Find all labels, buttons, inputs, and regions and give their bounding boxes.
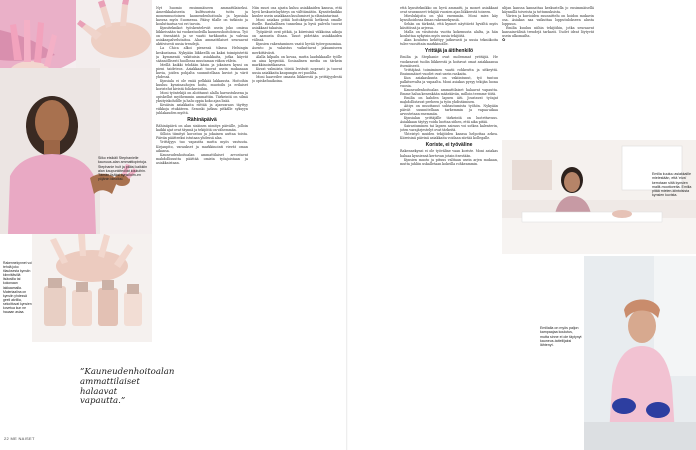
paragraph: Rähinäpäivä on alan sisäinen nimitys päivälle, jolloin kaikki ajat ovat täynnä ja tekijöitä on vähemmän. bbox=[156, 124, 248, 133]
paragraph: Mieslukijoita on yhä enemmän. Moni mies käy kynsihoidossa ilman rakennekynsiä. bbox=[400, 14, 498, 23]
paragraph: Kynsien rakentaminen vaatii hyvää työergonomiaa. Asento ja valaistus vaikuttavat jaksamiseen merkittävästi. bbox=[252, 42, 342, 55]
paragraph: Malla on viisitoista vuotta kokemusta alalta, ja hän kouluttaa nykyisin myös uusia tekijöitä. bbox=[400, 30, 498, 39]
paragraph: La Chica alkoi pienessä tilassa Helsingin keskustassa. Nykyään liikkeellä on kaksi toimipistettä ja kymmeniä vakituisia asiakkaita, jotka käyvät säännöllisesti huollossa muutaman viikon välein. bbox=[156, 46, 248, 63]
caption-bottles: Rakennekynnet voi tehdä joko tilauksesta kynsiin kiinnittävillä lisäosilla tai kokonaan lakkaamalla. Materiaalina on kynsiin yhdessä geeli akrillia, sekoittuvat kynsien kovetua kun ne hauaan asiaa. bbox=[3, 261, 32, 315]
paragraph: Sairastuminen tai lapsen sairaus voi sotkea kalenterin, joten varajärjestelyt ovat tärkeitä. bbox=[400, 124, 498, 133]
paragraph: Silloin tiimityö korostuu ja jokainen auttaa toista. Päivän päätteeksi istutaan yhdessä alas. bbox=[156, 132, 248, 141]
paragraph: Sehän on tärkeää, että kynnet näyttävät hyvältä myös käsitöissä ja arjessa. bbox=[400, 22, 498, 31]
star-icon: ✿ bbox=[502, 37, 506, 43]
paragraph: Kesäisin asiakkaita riittää ja ajanvaraus täyttyy viikkoja etukäteen. Sesonki jatkuu pitkälle syksyyn juhlakauden myötä. bbox=[156, 103, 248, 116]
photo-hand-closeup bbox=[76, 0, 152, 68]
pull-quote: ”Kauneudenhoitoalan ammattilaiset halaavat vapautta.” bbox=[80, 367, 175, 407]
bottles-illustration bbox=[32, 234, 152, 342]
subheading-rahinapaiva: Rähinäpäivä bbox=[187, 117, 217, 124]
paragraph: Kauneudenhoitoalan ammattilaiset halaavat vapautta. Emme halua kenenkään määräävän, milloin teemme töitä. bbox=[400, 87, 498, 96]
left-column-3 bbox=[252, 6, 342, 446]
paragraph: Kuvat valmiista töistä leviävät nopeasti ja tuovat uusia asiakkaita kaupungin eri puolilta. bbox=[252, 66, 342, 75]
photo-gloves bbox=[584, 256, 696, 450]
paragraph: Yhteistyö muiden tekijöiden kanssa helpottaa arkea. Kiireisinä päivinä asiakkaita voidaan siirtää kollegalle. bbox=[400, 132, 498, 141]
paragraph: Alan koulutus kehittyy jatkuvasti ja uusia tekniikoita tulee vuosittain markkinoille. bbox=[400, 38, 498, 47]
paragraph: Työpäivät ovat pitkiä, ja kiireisinä viikkoina aikoja on aamusta iltaan. Tauot pidetään asiakkaiden välissä. bbox=[252, 30, 342, 43]
caption-emilia-1: Emilia kuuluu asiakkaille mielestään, että 'eiva' kerrotaan siitä kynsien mallit-moottoreita. Emilia pitää mielen-kiintoisista kynsien kuvista. bbox=[652, 172, 692, 198]
paragraph: Kynsialan yrittäjälle tärkeintä on luotettavuus. Asiakkaan täytyy voida luottaa siihen, että aika pitää. bbox=[400, 116, 498, 125]
paragraph: Alalla kilpailu on kovaa, mutta laadukkaalle työlle on aina kysyntää. Sosiaalinen media on tärkein markkinointikanava. bbox=[252, 54, 342, 67]
paragraph: Moni asiakas pitää hoitokäyntiä hetkenä omalle itselle. Rauhallinen tunnelma ja hyvä palvelu tuovat asiakkaat takaisin. bbox=[252, 18, 342, 31]
photo-hand-bottles bbox=[32, 234, 152, 342]
woman-illustration bbox=[0, 68, 152, 234]
paragraph: Kynsiteknikot työskentelevät usein joko omissa liikkeissään tai vuokratuoleilla kauneushoitoloissa. Työ on itsenäistä ja se vaatii tarkkuutta ja vahvaa asiakaspalvelutaitoa. Alan ammattilaiset seuraavat aktiivisesti uusia trendejä. bbox=[156, 26, 248, 47]
right-page bbox=[348, 0, 696, 450]
paragraph: Meillä kaikki tehdään käsin ja jokainen kynsi on pieni taideteos. Asiakkaat tuovat usein mukanaan kuvia, joiden pohjalta suunnitellaan kuviot ja värit yhdessä. bbox=[156, 62, 248, 79]
paragraph: Kynsiala ei ole enää pelkkää lakkausta. Hoitoihin kuuluu kynsinauhojen hoito, muotoilu ja erilaiset koristelut kivistä foliokuvioihin. bbox=[156, 78, 248, 91]
subheading-koriste: Koriste, ei työväline bbox=[425, 142, 473, 149]
gloves-illustration bbox=[584, 256, 696, 450]
hand-illustration bbox=[76, 0, 152, 68]
left-column-2 bbox=[156, 6, 248, 446]
caption-emilia-2: Emilialla on myös paljon kampaajaa koulutus, mutta sinne ei ole täytynyt kauneus-taiteilijaksi lähtenyt. bbox=[540, 326, 582, 348]
paragraph: Kauneudenhoitoalan ammattilaiset arvostavat mahdollisuutta päättää omista työajoistaan ja asiakkaistaan. bbox=[156, 152, 248, 165]
paragraph: Värien ja kuvioiden suunnittelu on hoidon mukavin osa. Asiakas saa vaikuttaa lopputulokseen alusta loppuun. bbox=[502, 14, 594, 27]
paragraph: Moni haaveilee omasta liikkeestä ja yrittäjyydestä jo opiskeluaikoina. bbox=[252, 74, 342, 83]
paragraph: Yrittäjänä toimiminen vaatii rohkeutta ja sitkeyttä. Ensimmäiset vuodet ovat usein raskaita. bbox=[400, 67, 498, 76]
paragraph: Emilia on kahden lapsen äiti. Joustavat työajat mahdollistavat perheen ja työn yhdistämisen. bbox=[400, 95, 498, 104]
paragraph: Rakennekynsi ei ole työväline vaan koriste. Moni asiakas haluaa kynsiensä kertovan jotain itsestään. bbox=[400, 149, 498, 158]
right-column-1 bbox=[400, 6, 498, 446]
right-column-2 bbox=[502, 6, 594, 136]
right-column-2-lower bbox=[502, 258, 538, 318]
paragraph: Kun asiakaskunta on vakiintunut, työ tuntuu palkitsevalta ja vapaalta. Moni asiakas pysyy tekijän luona vuosia. bbox=[400, 75, 498, 88]
paragraph: Moni työntekijä on aloittanut alalla harrastuksena ja opiskellut myöhemmin ammattiin. Tärkeintä on silmä yksityiskohdille ja halu oppia koko ajan lisää. bbox=[156, 90, 248, 104]
page-folio: 22 ME NAISET bbox=[4, 436, 35, 441]
paragraph: Äitiys on muuttanut suhtautumista työhön. Nykyään päivät suunnitellaan tarkemmin ja vapaa-aikaa arvostetaan enemmän. bbox=[400, 104, 498, 117]
paragraph: Yrittäjyys tuo vapautta mutta myös vastuuta. Kirjanpito, varaukset ja markkinointi vievät oman aikansa. bbox=[156, 140, 248, 153]
photo-woman-portrait bbox=[0, 68, 152, 234]
caption-portrait: Siiko etsikäli Stephanielle kaunuus-alan ammattiopintoja. Stephanie huit ja pääsi kaikkiin alan kaupunkiteollat kouluihin. Tämän lisäksi kynsiloim-en yöjänin ideoiksi. bbox=[98, 156, 148, 182]
paragraph: Emilia kuuluu niihin tekijöihin, jotka seuraavat kansainvälisiä trendejä tarkasti. Uudet ideat löytyvät usein ulkomailta. bbox=[502, 26, 594, 39]
paragraph: Niin suuri osa ajasta kuluu asiakkaiden kanssa, että hyvä keskusteluyhteys on välttämätön. Kynsiteknikko kuulee usein asiakkaan kuulumiset ja elämäntarinat. bbox=[252, 6, 342, 19]
paragraph: Kynsien muoto ja pituus valitaan usein arjen mukaan, mutta juhliin uskalletaan kokeilla rohkeammin. bbox=[400, 157, 498, 166]
subheading-yrittaja: Yrittäjä ja äitihenkilö bbox=[424, 48, 474, 55]
paragraph: ulijan kanssa kannattaa keskustella jo ensimmäisellä käynnillä toiveista ja tottumuksista. bbox=[502, 6, 594, 15]
paragraph: Emilia ja Stephanie ovat molemmat yrittäjiä. He vuokraavat tuolin liikkeestä ja hoitavat omat asiakkaansa itsenäisesti. bbox=[400, 55, 498, 68]
paragraph: Nyt huomio ensimmäiseen ammattilaiseksi. Amerikkalaisesta kulttuurista tuttu ja monenmuotoinen kauneudenhoitoala ja kynsiala kasvaa myös Suomessa. Pääsy tilalle on tutkinto ja kouluttautua voi eri tavoin. bbox=[156, 6, 248, 27]
paragraph: että kynsiteknikko on hyvä ammatti, ja monet asiakkaat ovat seuranneet tekijää vuosien ajan liikkeestä toiseen. bbox=[400, 6, 498, 15]
